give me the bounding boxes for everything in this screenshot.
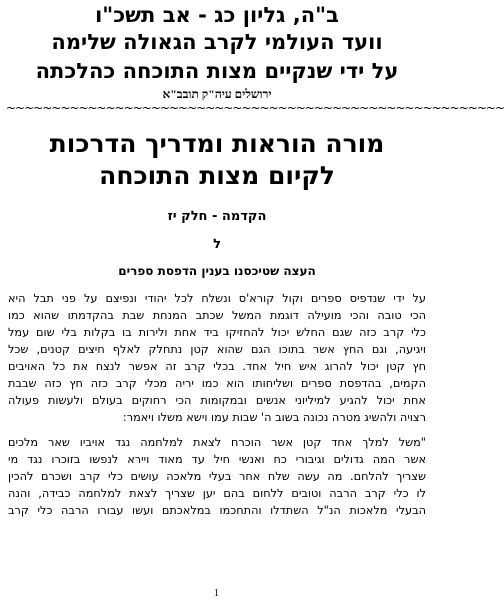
quote-paragraph (6, 434, 428, 519)
quote-line: "משל למלך אחד קטן אשר הוכרח לצאת למלחמה נגד אויביו שאר מלכים (8, 436, 426, 449)
paragraph-line: הכי טובה והכי מועילה דוגמת המשל שכתב המנחת שבת בהקדמתו שהוא כמו (8, 309, 426, 322)
paragraph-line: הקמים, בהדפסת ספרים ושליחותו הוא כמו יריה מכלי קרב כזה חץ כזה שבבת (8, 377, 426, 390)
section-heading: העצה שטיכסנו בענין הדפסת ספרים (118, 264, 316, 278)
letter-marker: ל (213, 237, 221, 252)
paragraph-line: אחת יכול להגיע למיליוני אנשים ובמקומות הכי רחוקים בעולם ולעשות פעולה (8, 394, 426, 407)
quote-line: הבעלי מלאכות הנ"ל השתדלו והתחכמו במלאכתם ועשו עבורו הרבה כלי קרב (8, 504, 426, 517)
issue-line: ב"ה, גליון כג - אב תשכ"ו (95, 3, 339, 27)
quote-line: אשר המה גדולים וגיבורי כח ואנשי חיל עד מאוד ויירא לנפשו בזוכרו נגד מי (8, 453, 426, 466)
document-title-line1: מורה הוראות ומדריך הדרכות (49, 129, 385, 158)
organization-subtitle: על ידי שנקיים מצות התוכחה כהלכתה (35, 59, 399, 83)
paragraph-line: כלי קרב כזה שגם החלש יכול להחזיקו ביד אחת ולירות בו בקלות בלי שום עמל (8, 326, 426, 339)
paragraph-line: רצויה ולהשיג מטרה נכונה בשוב ה' שבות עמו וישא משלו ויאמר: (122, 411, 426, 424)
paragraph-line: ויגיעה, וגם החץ אשר בתוכו הגם שהוא קטן נתחלק לאלף חיצים קטנים, שכל (8, 343, 426, 356)
organization-address: ירושלים עיה"ק תובב"א (162, 87, 272, 101)
document-title-line2: לקיום מצות התוכחה (99, 161, 335, 190)
body-paragraph (6, 290, 428, 426)
page-number: 1 (214, 588, 219, 599)
organization-name: וועד העולמי לקרב הגאולה שלימה (51, 30, 383, 54)
quote-line: לו כלי קרב הרבה וטובים ללחום בהם יען שצריך לצאת למלחמה כבידה, והנה (8, 487, 426, 500)
quote-line: שצריך להלחם. מה עשה שלח אחר בעלי מלאכה עושים כלי קרב ושכרם להכין (8, 470, 426, 483)
paragraph-line: על ידי שנדפיס ספרים וקול קורא'ס ונשלח לכל יהודי ונפיצם על פני תבל היא (8, 292, 426, 305)
paragraph-line: חץ קטן יכול להרוג איש חיל אחד. בכלי קרב זה אפשר לנצח את כל האויבים (8, 360, 426, 373)
header-separator: ~~~~~~~~~~~~~~~~~~~~~~~~~~~~~~~~~~~~~~~~~~~~~~~~~~~~~~~ (6, 101, 504, 115)
document-subtitle: הקדמה - חלק יז (167, 209, 267, 224)
